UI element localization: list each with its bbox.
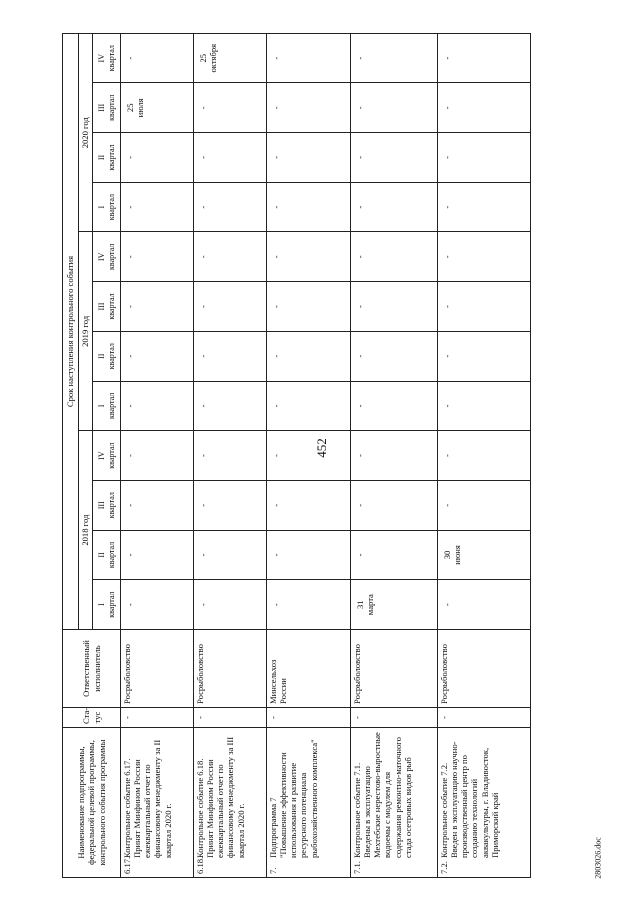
quarter-cell: - — [438, 232, 531, 282]
row-number: 6.17. — [122, 856, 132, 874]
row-status: - — [121, 708, 194, 728]
quarter-cell: - — [194, 530, 267, 580]
quarter-cell: - — [267, 232, 351, 282]
quarter-cell: - — [121, 580, 194, 630]
row-name — [267, 728, 351, 878]
table-row — [267, 33, 351, 877]
row-name — [351, 728, 438, 878]
header-year: 2020 год — [79, 33, 93, 232]
quarter-cell: - — [438, 83, 531, 133]
quarter-word: квартал — [106, 591, 116, 618]
quarter-cell: - — [121, 182, 194, 232]
header-quarter — [93, 331, 121, 381]
quarter-cell: - — [267, 431, 351, 481]
quarter-word: квартал — [106, 492, 116, 519]
quarter-numeral: IV — [97, 53, 107, 63]
quarter-word: квартал — [106, 45, 116, 72]
quarter-cell: - — [121, 232, 194, 282]
quarter-cell: - — [438, 331, 531, 381]
quarter-cell: - — [194, 83, 267, 133]
quarter-numeral: I — [97, 205, 107, 209]
quarter-numeral: II — [97, 353, 107, 359]
page-number: 452 — [314, 438, 329, 458]
row-executor: Росрыболовство — [351, 630, 438, 708]
quarter-cell: - — [438, 431, 531, 481]
quarter-cell: 25 октября — [194, 33, 267, 82]
row-executor: Росрыболовство — [194, 630, 267, 708]
quarter-word: квартал — [106, 94, 116, 121]
quarter-cell: - — [194, 480, 267, 530]
quarter-cell: 30 июня — [438, 530, 531, 580]
quarter-cell: - — [351, 530, 438, 580]
quarter-cell: - — [267, 33, 351, 82]
quarter-cell: - — [351, 282, 438, 332]
row-title: Подпрограмма 7 "Повышение эффективности использования и развитие ресурсного потенциала рыбохозяйственного комплекса" — [268, 739, 319, 858]
quarter-word: квартал — [106, 144, 116, 171]
quarter-cell: - — [351, 83, 438, 133]
quarter-cell: - — [267, 331, 351, 381]
quarter-cell: - — [267, 282, 351, 332]
quarter-cell: - — [121, 33, 194, 82]
quarter-cell: - — [438, 480, 531, 530]
quarter-cell: - — [351, 480, 438, 530]
row-status: - — [194, 708, 267, 728]
quarter-numeral: III — [97, 501, 107, 510]
row-name — [194, 728, 267, 878]
quarter-cell: - — [438, 133, 531, 183]
quarter-cell: - — [351, 431, 438, 481]
quarter-word: квартал — [106, 343, 116, 370]
row-executor: Росрыболовство — [438, 630, 531, 708]
quarter-numeral: I — [97, 404, 107, 408]
quarter-cell: - — [194, 580, 267, 630]
row-status: - — [438, 708, 531, 728]
row-name — [438, 728, 531, 878]
quarter-cell: - — [267, 580, 351, 630]
quarter-cell: - — [121, 133, 194, 183]
quarter-word: квартал — [106, 541, 116, 569]
quarter-word: квартал — [106, 442, 116, 469]
header-period: Срок наступления контрольного события — [63, 33, 79, 629]
quarter-numeral: III — [97, 302, 107, 311]
header-quarter — [93, 83, 121, 133]
quarter-cell: - — [194, 331, 267, 381]
header-quarter — [93, 33, 121, 82]
header-quarter — [93, 431, 121, 481]
header-quarter — [93, 282, 121, 332]
row-title: Контрольное событие 7.1. Введены в эксплуатацию Мехтебские нерестово-выростные водоемы с модулем для содержания ремонтно-маточного стада осетровых видов рыб — [352, 732, 413, 858]
header-year: 2018 год — [79, 431, 93, 630]
quarter-cell: 25 июля — [121, 83, 194, 133]
row-status: - — [351, 708, 438, 728]
quarter-word: квартал — [106, 243, 116, 270]
quarter-cell: - — [194, 182, 267, 232]
quarter-cell: - — [351, 331, 438, 381]
quarter-cell: - — [267, 530, 351, 580]
quarter-cell: - — [267, 381, 351, 431]
quarter-numeral: III — [97, 103, 107, 112]
quarter-word: квартал — [106, 293, 116, 320]
quarter-cell: - — [351, 381, 438, 431]
header-year: 2019 год — [79, 232, 93, 431]
quarter-numeral: I — [97, 603, 107, 606]
row-status: - — [267, 708, 351, 728]
table-row — [438, 33, 531, 877]
header-quarter — [93, 182, 121, 232]
quarter-cell: - — [121, 431, 194, 481]
quarter-word: квартал — [106, 194, 116, 221]
quarter-cell: - — [121, 381, 194, 431]
quarter-cell: - — [121, 331, 194, 381]
table-row — [351, 33, 438, 877]
row-name — [121, 728, 194, 878]
row-executor: Росрыболовство — [121, 630, 194, 708]
quarter-cell: - — [438, 282, 531, 332]
quarter-cell: - — [121, 530, 194, 580]
row-number: 6.18. — [195, 856, 205, 874]
rotated-table-container — [62, 34, 554, 878]
row-number: 7. — [268, 867, 278, 874]
footer-filename: 2803026.doc — [593, 837, 603, 879]
quarter-cell: - — [438, 182, 531, 232]
header-executor: Ответственный исполнитель — [63, 630, 121, 708]
header-status: Ста-тус — [63, 708, 121, 728]
control-events-table — [62, 33, 531, 878]
quarter-word: квартал — [106, 392, 116, 420]
row-number: 7.1. — [352, 861, 362, 874]
quarter-cell: - — [351, 33, 438, 82]
quarter-cell: - — [267, 83, 351, 133]
header-quarter — [93, 480, 121, 530]
header-quarter — [93, 232, 121, 282]
quarter-cell: - — [194, 381, 267, 431]
table-row — [121, 33, 194, 877]
quarter-numeral: II — [97, 552, 107, 558]
quarter-cell: - — [194, 431, 267, 481]
quarter-cell: - — [438, 580, 531, 630]
quarter-numeral: II — [97, 154, 107, 161]
quarter-cell: - — [194, 133, 267, 183]
quarter-numeral: IV — [97, 451, 107, 460]
quarter-cell: - — [351, 232, 438, 282]
quarter-cell: - — [194, 232, 267, 282]
header-quarter — [93, 133, 121, 183]
header-name: Наименование подпрограммы, федеральной целевой программы, контрольного события программы — [63, 728, 121, 878]
header-quarter — [93, 381, 121, 431]
quarter-numeral: IV — [97, 252, 107, 262]
row-title: Контрольное событие 6.17. Принят Минфином России ежеквартальный отчет по финансовому менеджменту за II квартал 2020 г. — [122, 739, 173, 858]
quarter-cell: - — [267, 133, 351, 183]
header-quarter — [93, 530, 121, 580]
header-quarter — [93, 580, 121, 630]
quarter-cell: - — [351, 182, 438, 232]
row-title: Контрольное событие 7.2. Введен в эксплуатацию научно-производственный центр по созданию технологий аквакультуры, г. Владивосток, Приморский край — [439, 741, 500, 858]
table-row — [194, 33, 267, 877]
row-title: Контрольное событие 6.18. Принят Минфином России ежеквартальный отчет по финансовому менеджменту за III квартал 2020 г. — [195, 736, 246, 858]
quarter-cell: - — [438, 381, 531, 431]
quarter-cell: - — [438, 33, 531, 82]
quarter-cell: - — [121, 480, 194, 530]
quarter-cell: - — [121, 282, 194, 332]
quarter-cell: - — [267, 480, 351, 530]
quarter-cell: - — [351, 133, 438, 183]
quarter-cell: 31 марта — [351, 580, 438, 630]
quarter-cell: - — [267, 182, 351, 232]
quarter-cell: - — [194, 282, 267, 332]
row-executor: Минсельхоз России — [267, 630, 351, 708]
row-number: 7.2. — [439, 861, 449, 874]
